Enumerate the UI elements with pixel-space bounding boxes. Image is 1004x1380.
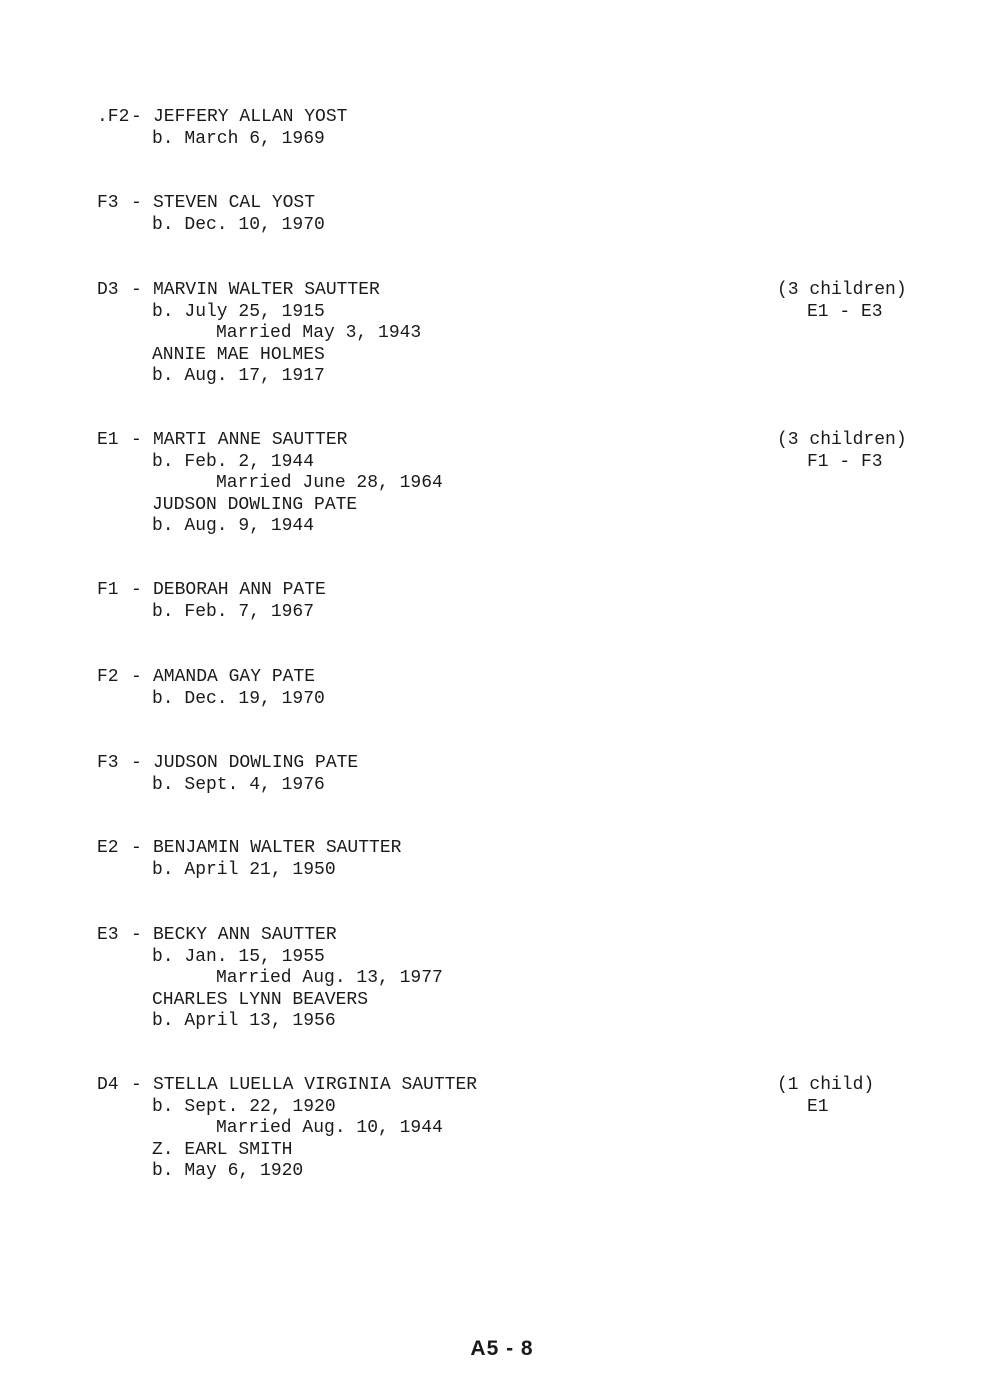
dash: -: [131, 753, 142, 773]
children-count: (3 children): [777, 280, 907, 300]
person-name: AMANDA GAY PATE: [153, 667, 316, 687]
birth-date: b. April 21, 1950: [152, 859, 336, 880]
page-number: A5 - 8: [470, 1337, 534, 1360]
dash: -: [131, 580, 142, 600]
entry-header: [97, 753, 917, 775]
person-name: MARVIN WALTER SAUTTER: [153, 280, 380, 300]
spouse-name: CHARLES LYNN BEAVERS: [152, 989, 369, 1010]
dash: -: [131, 107, 142, 127]
person-name: STELLA LUELLA VIRGINIA SAUTTER: [153, 1075, 478, 1095]
person-name: DEBORAH ANN PATE: [153, 580, 326, 600]
children-count: (3 children): [777, 430, 907, 450]
marriage-date: Married Aug. 13, 1977: [216, 968, 443, 988]
children-range: F1 - F3: [807, 451, 883, 472]
person-name: BECKY ANN SAUTTER: [153, 925, 337, 945]
genealogy-entry: [97, 838, 917, 881]
genealogy-entry: [97, 280, 917, 388]
birth-date: b. March 6, 1969: [152, 128, 325, 149]
spouse-birth-date: b. May 6, 1920: [152, 1161, 304, 1181]
marriage-date: Married June 28, 1964: [216, 473, 443, 493]
dash: -: [131, 1075, 142, 1095]
marriage-date: Married May 3, 1943: [216, 323, 422, 343]
dash: -: [131, 925, 142, 945]
genealogy-entry: [97, 580, 917, 623]
generation-code: F2: [97, 667, 119, 687]
spouse-birth-date: b. Aug. 17, 1917: [152, 366, 325, 386]
children-count: (1 child): [777, 1075, 875, 1095]
dash: -: [131, 280, 142, 300]
generation-code: F1: [97, 580, 119, 600]
genealogy-entry: [97, 1075, 917, 1183]
children-note: [777, 1075, 917, 1118]
generation-code: E2: [97, 838, 119, 858]
generation-code: D3: [97, 280, 119, 300]
children-range: E1 - E3: [807, 301, 883, 322]
person-name: BENJAMIN WALTER SAUTTER: [153, 838, 402, 858]
generation-code: E3: [97, 925, 119, 945]
generation-code: F3: [97, 193, 119, 213]
spouse-name: ANNIE MAE HOLMES: [152, 344, 325, 365]
spouse-name: JUDSON DOWLING PATE: [152, 494, 358, 515]
generation-code: F3: [97, 753, 119, 773]
person-name: STEVEN CAL YOST: [153, 193, 316, 213]
birth-date: b. Sept. 22, 1920: [152, 1096, 336, 1117]
birth-date: b. Dec. 19, 1970: [152, 688, 325, 709]
birth-date: b. Feb. 7, 1967: [152, 601, 315, 622]
generation-code: E1: [97, 430, 119, 450]
dash: -: [131, 667, 142, 687]
birth-date: b. Sept. 4, 1976: [152, 774, 325, 795]
genealogy-entry: [97, 753, 917, 796]
person-name: MARTI ANNE SAUTTER: [153, 430, 348, 450]
entry-header: [97, 667, 917, 689]
spouse-birth-date: b. April 13, 1956: [152, 1011, 336, 1031]
person-name: JEFFERY ALLAN YOST: [153, 107, 348, 127]
genealogy-entry: [97, 667, 917, 710]
generation-code: .F2: [97, 107, 130, 127]
entry-header: [97, 838, 917, 860]
entry-header: [97, 925, 917, 947]
birth-date: b. Feb. 2, 1944: [152, 451, 315, 472]
genealogy-entry: [97, 193, 917, 236]
birth-date: b. July 25, 1915: [152, 301, 325, 322]
spouse-name: Z. EARL SMITH: [152, 1139, 293, 1160]
person-name: JUDSON DOWLING PATE: [153, 753, 359, 773]
dash: -: [131, 838, 142, 858]
children-note: [777, 280, 917, 323]
dash: -: [131, 193, 142, 213]
birth-date: b. Jan. 15, 1955: [152, 946, 325, 967]
marriage-date: Married Aug. 10, 1944: [216, 1118, 443, 1138]
generation-code: D4: [97, 1075, 119, 1095]
genealogy-entry: [97, 430, 917, 538]
genealogy-entry: [97, 925, 917, 1033]
entry-header: [97, 580, 917, 602]
children-range: E1: [807, 1096, 829, 1117]
entry-header: [97, 107, 917, 129]
birth-date: b. Dec. 10, 1970: [152, 214, 325, 235]
genealogy-entry: [97, 107, 917, 150]
children-note: [777, 430, 917, 473]
entry-header: [97, 193, 917, 215]
dash: -: [131, 430, 142, 450]
spouse-birth-date: b. Aug. 9, 1944: [152, 516, 315, 536]
